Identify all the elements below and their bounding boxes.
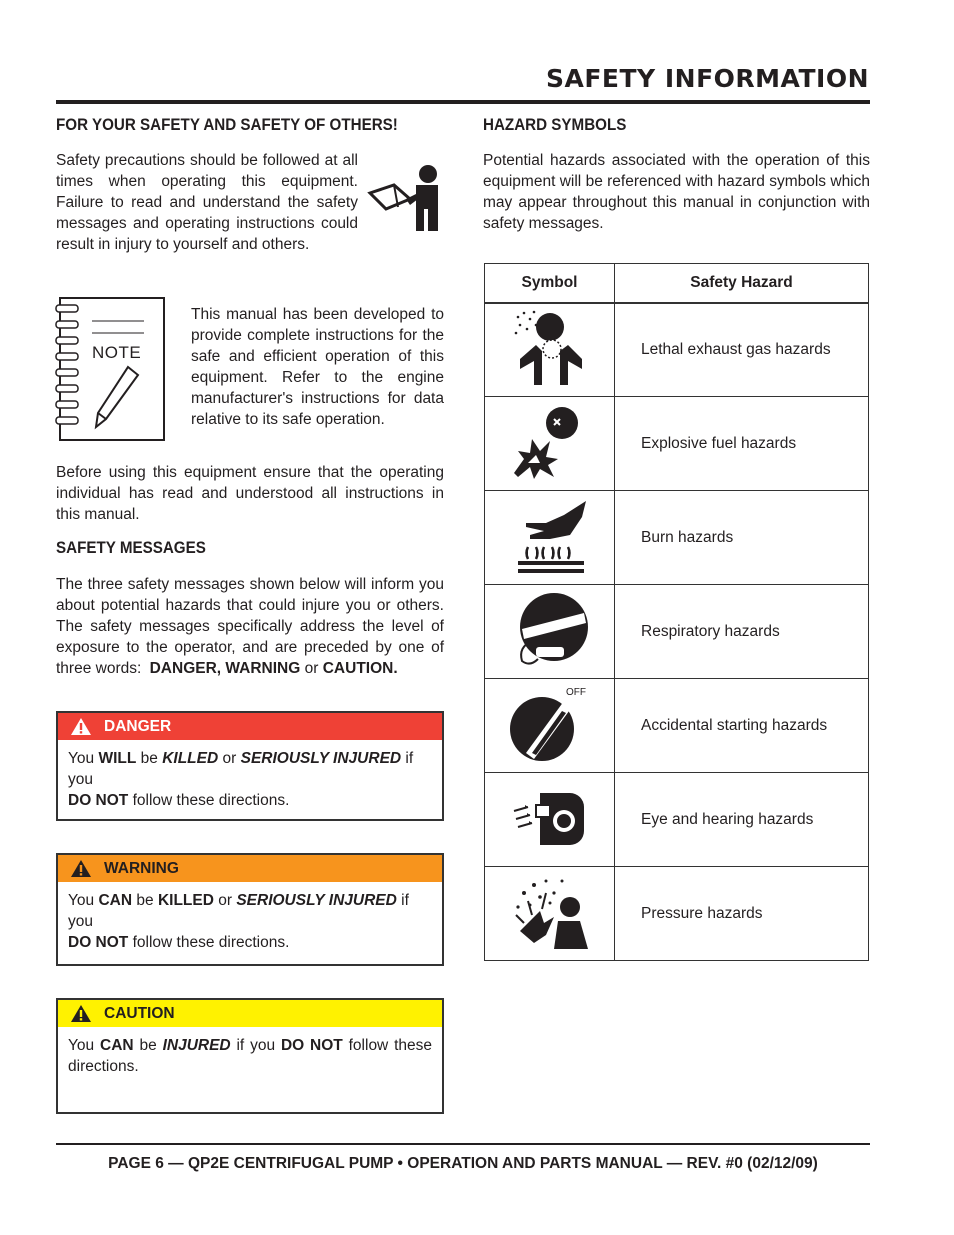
caution-text: You CAN be INJURED if you DO NOT follow these directions. bbox=[68, 1037, 433, 1075]
page-footer: PAGE 6 — QP2E CENTRIFUGAL PUMP • OPERATION AND PARTS MANUAL — REV. #0 (02/12/09) bbox=[108, 1155, 818, 1172]
paragraph-three-messages: The three safety messages shown below will inform you about potential hazards that could injure you or others. The safety messages specifically address the level of exposure to the operator, and are preceded by one of three words: DANGER, WARNING or CAUTION. bbox=[56, 576, 444, 677]
eye-ear-protection-icon bbox=[510, 777, 590, 857]
paragraph-before-using: Before using this equipment ensure that the operating individual has read and understood all instructions in this manual. bbox=[56, 464, 444, 523]
paragraph-safety-precautions: Safety precautions should be followed at all times when operating this equipment. Failure to read and understand the safety messages and operating instructions could result in injury to yourself and others. bbox=[56, 152, 358, 253]
warning-triangle-icon bbox=[70, 717, 92, 736]
hazard-label: Lethal exhaust gas hazards bbox=[615, 303, 869, 397]
danger-header bbox=[58, 713, 442, 740]
hazard-label: Respiratory hazards bbox=[615, 585, 869, 679]
header-rule bbox=[56, 100, 870, 104]
paragraph-hazard-symbols: Potential hazards associated with the operation of this equipment will be referenced with hazard symbols which may appear throughout this manual in conjunction with safety messages. bbox=[483, 152, 870, 232]
table-row bbox=[485, 585, 869, 679]
page-title: SAFETY INFORMATION bbox=[546, 64, 869, 93]
heading-your-safety: FOR YOUR SAFETY AND SAFETY OF OTHERS! bbox=[56, 116, 398, 134]
table-row bbox=[485, 397, 869, 491]
exhaust-gas-icon bbox=[510, 307, 590, 387]
hazard-label: Burn hazards bbox=[615, 491, 869, 585]
danger-box bbox=[56, 711, 444, 821]
table-row bbox=[485, 303, 869, 397]
warning-triangle-icon bbox=[70, 1004, 92, 1023]
column-header-symbol: Symbol bbox=[485, 264, 615, 303]
danger-label: DANGER bbox=[104, 717, 172, 735]
table-row bbox=[485, 867, 869, 961]
table-row bbox=[485, 679, 869, 773]
footer-rule bbox=[56, 1143, 870, 1145]
paragraph-manual-developed: This manual has been developed to provide complete instructions for the safe and efficient operation of this equipment. Refer to the engine manufacturer's instructions for data relative to its safe operation. bbox=[191, 306, 444, 428]
respirator-icon bbox=[510, 589, 590, 669]
notepad-icon bbox=[54, 295, 168, 443]
hazard-label: Explosive fuel hazards bbox=[615, 397, 869, 491]
hazard-table bbox=[484, 263, 869, 961]
danger-text: You WILL be KILLED or SERIOUSLY INJURED if you DO NOT follow these directions. bbox=[68, 750, 414, 809]
heading-safety-messages: SAFETY MESSAGES bbox=[56, 539, 206, 557]
note-label: NOTE bbox=[92, 343, 142, 362]
caution-header bbox=[58, 1000, 442, 1027]
column-header-hazard: Safety Hazard bbox=[615, 264, 869, 303]
burn-hand-icon bbox=[510, 495, 590, 575]
hazard-label: Pressure hazards bbox=[615, 867, 869, 961]
table-row bbox=[485, 491, 869, 585]
hazard-label: Eye and hearing hazards bbox=[615, 773, 869, 867]
hazard-label: Accidental starting hazards bbox=[615, 679, 869, 773]
caution-box bbox=[56, 998, 444, 1114]
caution-label: CAUTION bbox=[104, 1004, 175, 1022]
warning-header bbox=[58, 855, 442, 882]
reading-manual-icon bbox=[366, 163, 444, 233]
heading-hazard-symbols: HAZARD SYMBOLS bbox=[483, 116, 627, 134]
warning-box bbox=[56, 853, 444, 966]
explosion-icon bbox=[510, 401, 590, 481]
warning-text: You CAN be KILLED or SERIOUSLY INJURED if you DO NOT follow these directions. bbox=[68, 892, 409, 951]
warning-label: WARNING bbox=[104, 859, 179, 877]
table-row bbox=[485, 773, 869, 867]
warning-triangle-icon bbox=[70, 859, 92, 878]
pressure-spray-icon bbox=[510, 871, 590, 951]
off-label: OFF bbox=[566, 687, 586, 698]
